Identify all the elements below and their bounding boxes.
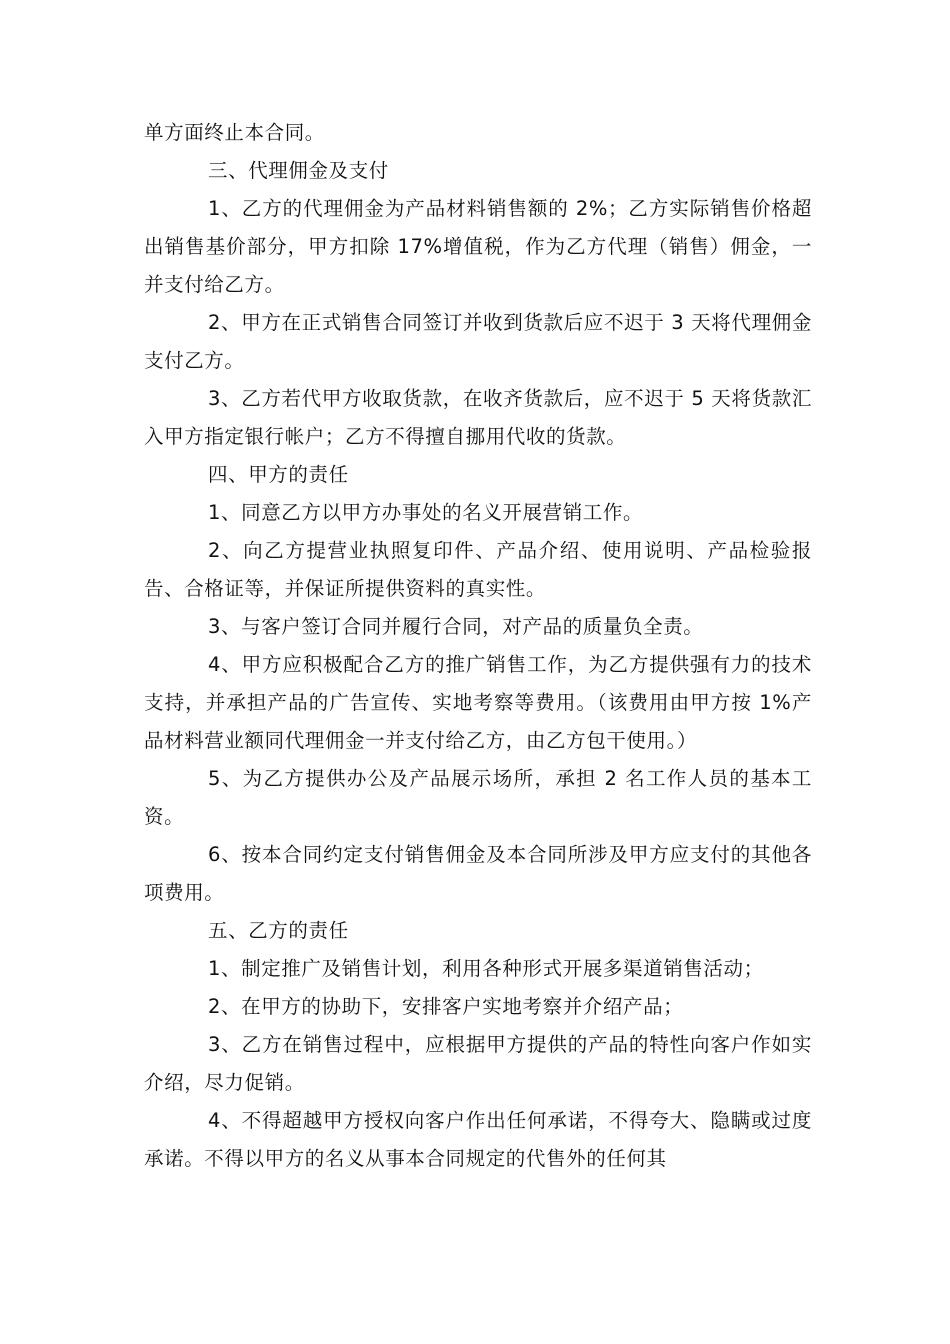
section-heading-4: 四、甲方的责任 <box>208 463 349 486</box>
clause-4-4: 4、甲方应积极配合乙方的推广销售工作，为乙方提供强有力的技术支持，并承担产品的广告宣传、实地考察等费用。（该费用由甲方按 1%产品材料营业额同代理佣金一并支付给乙方，由乙方包干使用。） <box>144 653 812 752</box>
section-heading-3: 三、代理佣金及支付 <box>208 159 389 182</box>
clause-3-2: 2、甲方在正式销售合同签订并收到货款后应不迟于 3 天将代理佣金支付乙方。 <box>144 311 812 372</box>
clause-4-2: 2、向乙方提营业执照复印件、产品介绍、使用说明、产品检验报告、合格证等，并保证所提供资料的真实性。 <box>144 539 812 600</box>
clause-4-5: 5、为乙方提供办公及产品展示场所，承担 2 名工作人员的基本工资。 <box>144 767 812 828</box>
clause-5-2: 2、在甲方的协助下，安排客户实地考察并介绍产品； <box>208 995 684 1018</box>
paragraph-continuation: 单方面终止本合同。 <box>144 121 325 144</box>
clause-3-1: 1、乙方的代理佣金为产品材料销售额的 2%；乙方实际销售价格超出销售基价部分，甲方扣除 17%增值税，作为乙方代理（销售）佣金，一并支付给乙方。 <box>144 197 812 296</box>
clause-4-1: 1、同意乙方以甲方办事处的名义开展营销工作。 <box>208 501 644 524</box>
clause-3-3: 3、乙方若代甲方收取货款，在收齐货款后，应不迟于 5 天将货款汇入甲方指定银行帐户；乙方不得擅自挪用代收的货款。 <box>144 387 812 448</box>
clause-4-6: 6、按本合同约定支付销售佣金及本合同所涉及甲方应支付的其他各项费用。 <box>144 843 812 904</box>
clause-5-4: 4、不得超越甲方授权向客户作出任何承诺，不得夸大、隐瞒或过度承诺。不得以甲方的名义从事本合同规定的代售外的任何其 <box>144 1109 812 1170</box>
clause-5-1: 1、制定推广及销售计划，利用各种形式开展多渠道销售活动； <box>208 957 764 980</box>
document-body <box>144 114 812 1178</box>
clause-5-3: 3、乙方在销售过程中，应根据甲方提供的产品的特性向客户作如实介绍，尽力促销。 <box>144 1033 812 1094</box>
clause-4-3: 3、与客户签订合同并履行合同，对产品的质量负全责。 <box>208 615 704 638</box>
section-heading-5: 五、乙方的责任 <box>208 919 349 942</box>
